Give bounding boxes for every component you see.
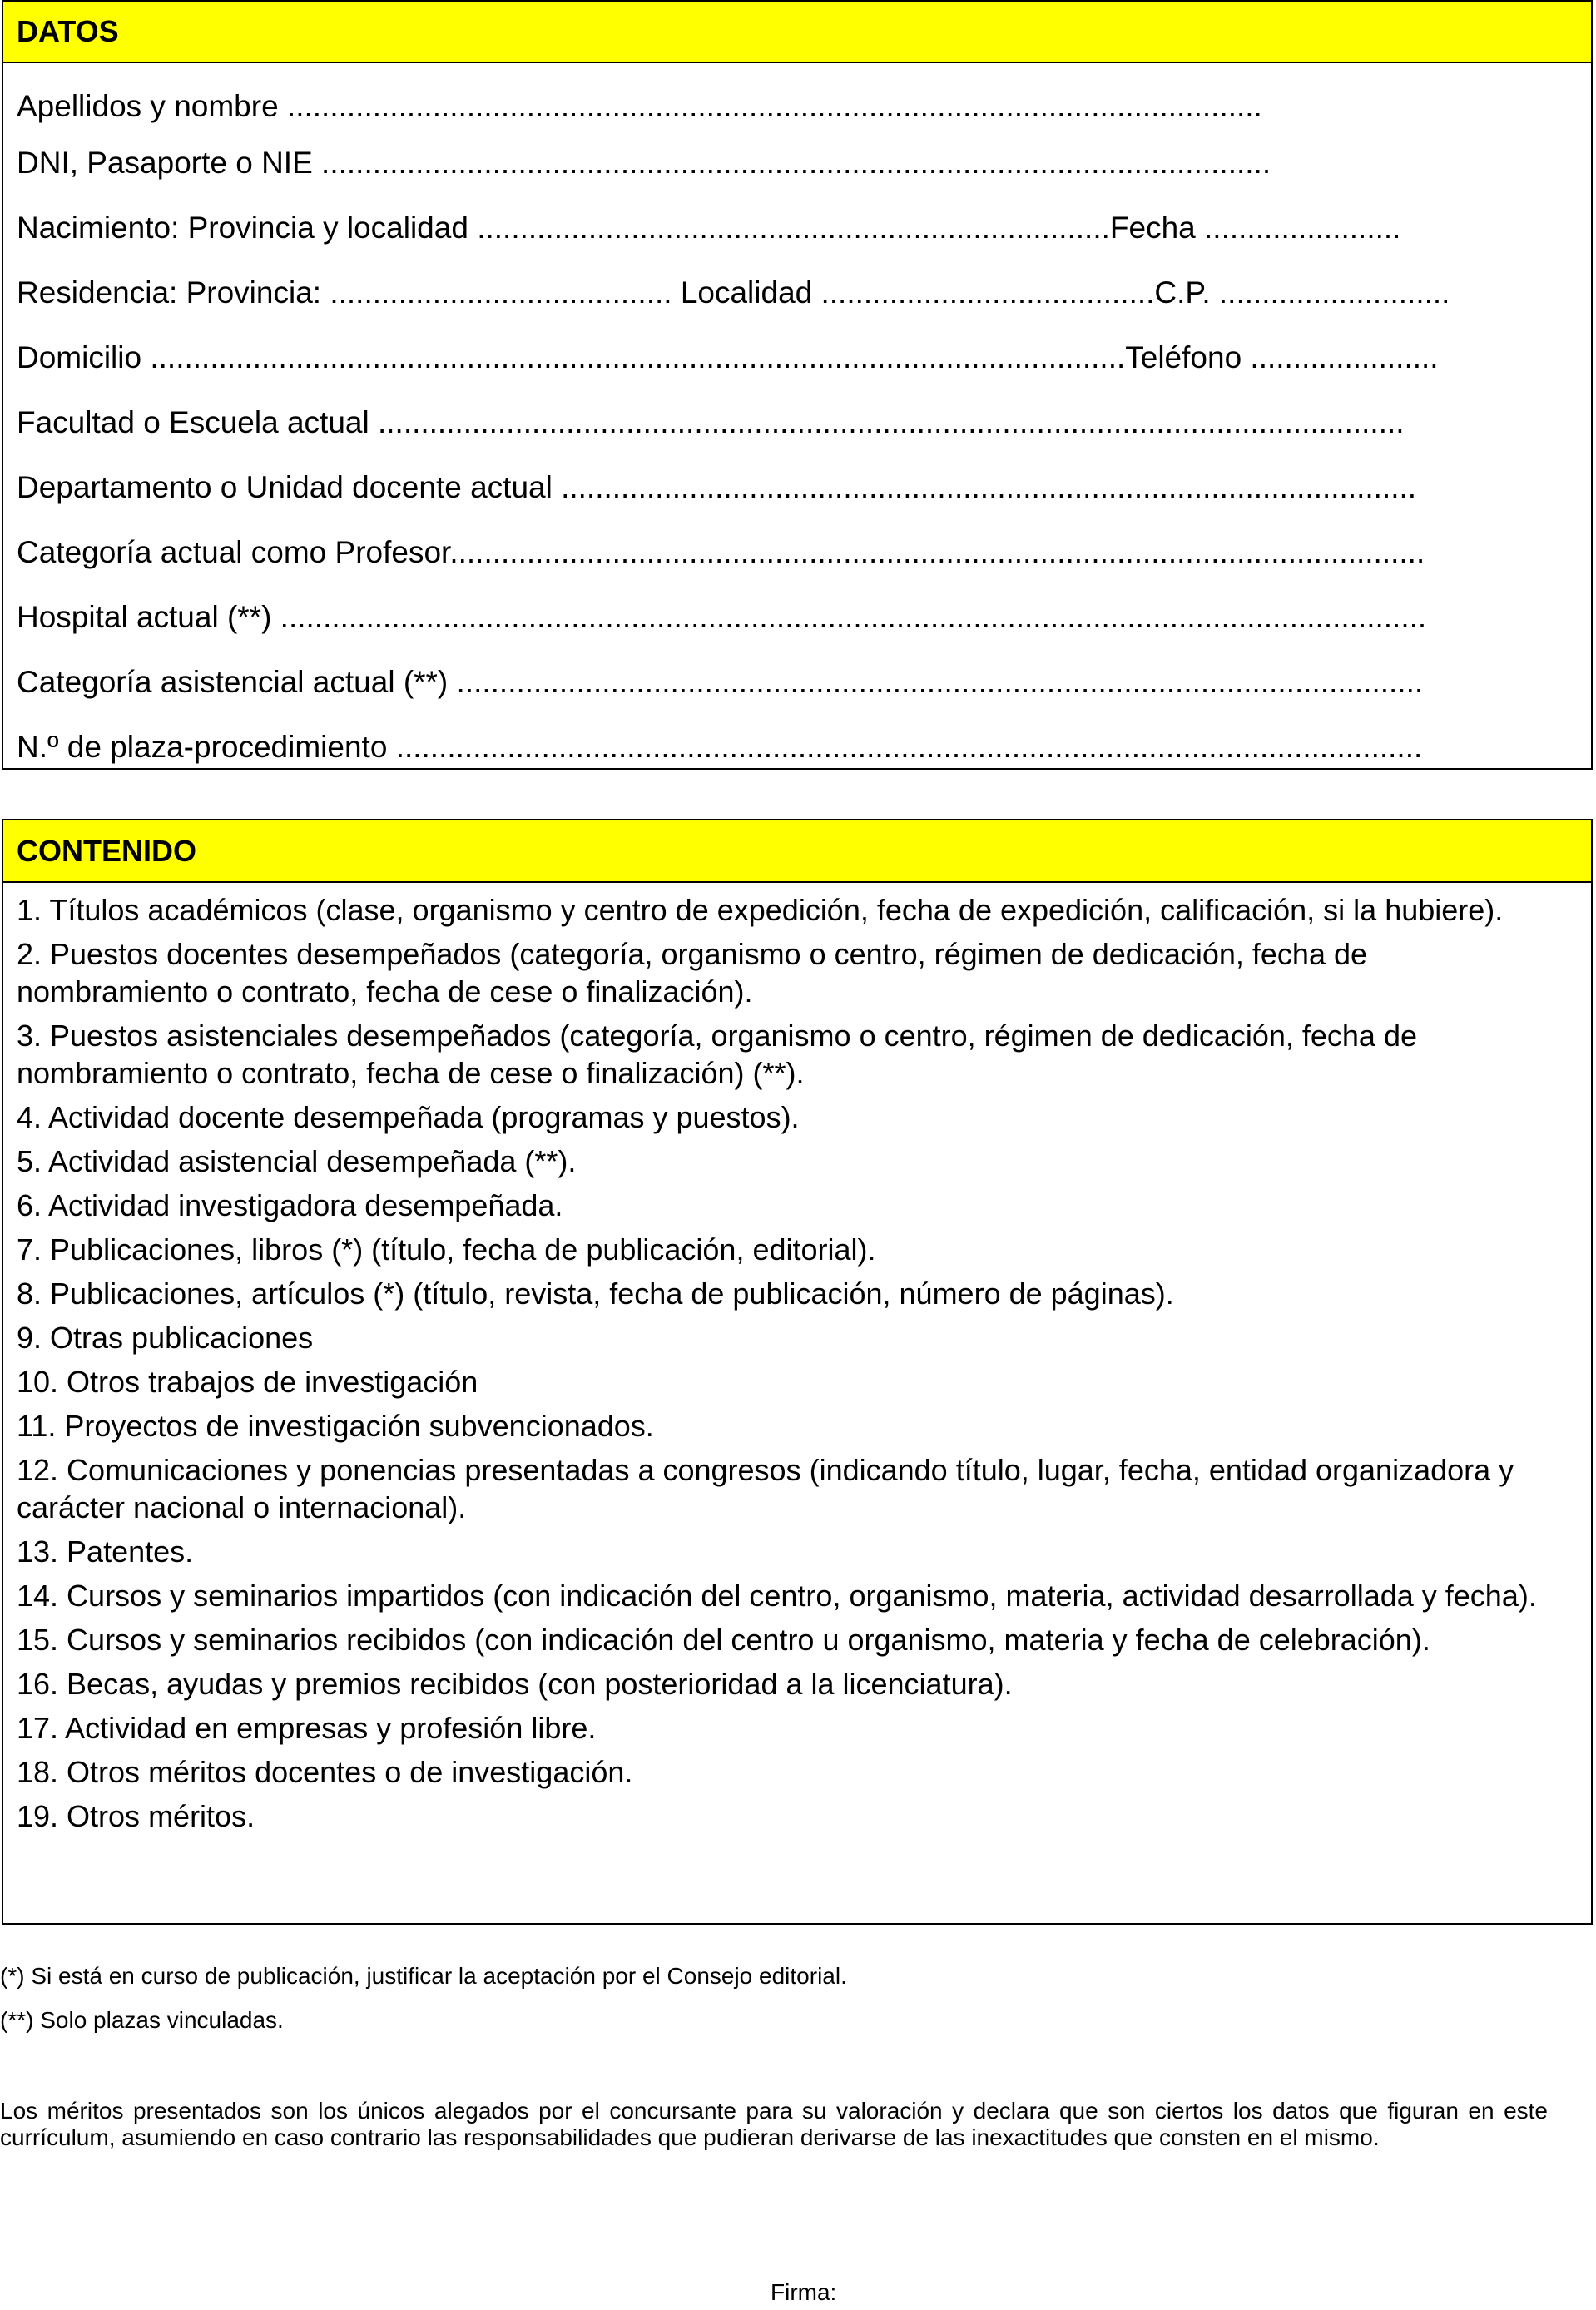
list-item: 2. Puestos docentes desempeñados (categoría, organismo o centro, régimen de dedicación, fecha de nombramiento o contrato, fecha de cese o finalización).: [17, 937, 1368, 1009]
list-item: 4. Actividad docente desempeñada (programas y puestos).: [17, 1100, 800, 1134]
field-nacimiento: Nacimiento: Provincia y localidad ..........................................................................Fecha .......................: [17, 211, 1401, 245]
field-plaza-procedimiento: N.º de plaza-procedimiento ........................................................................................................................: [17, 730, 1423, 764]
contenido-title: CONTENIDO: [3, 820, 1591, 883]
list-item: 1. Títulos académicos (clase, organismo y centro de expedición, fecha de expedición, calificación, si la hubiere).: [17, 893, 1504, 927]
list-item: 13. Patentes.: [17, 1534, 194, 1569]
field-facultad: Facultad o Escuela actual ........................................................................................................................: [17, 405, 1405, 439]
field-domicilio: Domicilio ..................................................................................................................Teléfono ......................: [17, 340, 1439, 374]
contenido-section: [2, 819, 1593, 1925]
list-item: 17. Actividad en empresas y profesión libre.: [17, 1711, 597, 1745]
list-item: 11. Proyectos de investigación subvencionados.: [17, 1409, 654, 1443]
datos-section: [2, 0, 1593, 770]
list-item: 14. Cursos y seminarios impartidos (con indicación del centro, organismo, materia, actividad desarrollada y fecha).: [17, 1579, 1537, 1613]
list-item: 19. Otros méritos.: [17, 1799, 255, 1833]
list-item: 6. Actividad investigadora desempeñada.: [17, 1188, 563, 1222]
footnote-plazas-vinculadas: (**) Solo plazas vinculadas.: [0, 2007, 284, 2033]
field-categoria-profesor: Categoría actual como Profesor..................................................................................................................: [17, 535, 1425, 569]
contenido-list: [17, 891, 1564, 1842]
list-item: 9. Otras publicaciones: [17, 1321, 314, 1355]
footnote-publicacion: (*) Si está en curso de publicación, justificar la aceptación por el Consejo editorial.: [0, 1963, 847, 1989]
field-dni: DNI, Pasaporte o NIE ...............................................................................................................: [17, 146, 1271, 180]
list-item: 16. Becas, ayudas y premios recibidos (con posterioridad a la licenciatura).: [17, 1667, 1013, 1701]
field-hospital: Hospital actual (**) ......................................................................................................................................: [17, 600, 1427, 634]
field-departamento: Departamento o Unidad docente actual ....................................................................................................: [17, 470, 1417, 504]
list-item: 10. Otros trabajos de investigación: [17, 1365, 478, 1399]
field-categoria-asistencial: Categoría asistencial actual (**) .................................................................................................................: [17, 665, 1424, 699]
list-item: 5. Actividad asistencial desempeñada (**).: [17, 1144, 577, 1178]
list-item: 15. Cursos y seminarios recibidos (con indicación del centro u organismo, materia y fecha de celebración).: [17, 1623, 1430, 1657]
list-item: 18. Otros méritos docentes o de investigación.: [17, 1755, 633, 1789]
list-item: 7. Publicaciones, libros (*) (título, fecha de publicación, editorial).: [17, 1232, 876, 1267]
datos-title: DATOS: [3, 2, 1591, 63]
signature-label: Firma:: [771, 2279, 837, 2305]
field-residencia: Residencia: Provincia: ........................................ Localidad .......................................C.P. ...........................: [17, 275, 1450, 310]
declaration-text: Los méritos presentados son los únicos alegados por el concursante para su valoración y declara que son ciertos los datos que figuran en este currículum, asumiendo en caso contrario las responsabilidades que pudieran derivarse de las inexactitudes que consten en el mismo.: [0, 2098, 1548, 2150]
field-apellidos-nombre: Apellidos y nombre ..................................................................................................................: [17, 89, 1262, 123]
list-item: 8. Publicaciones, artículos (*) (título, revista, fecha de publicación, número de páginas).: [17, 1276, 1174, 1311]
list-item: 3. Puestos asistenciales desempeñados (categoría, organismo o centro, régimen de dedicación, fecha de nombramiento o contrato, fecha de cese o finalización) (**).: [17, 1019, 1417, 1090]
list-item: 12. Comunicaciones y ponencias presentadas a congresos (indicando título, lugar, fecha, entidad organizadora y carácter nacional o internacional).: [17, 1453, 1514, 1524]
